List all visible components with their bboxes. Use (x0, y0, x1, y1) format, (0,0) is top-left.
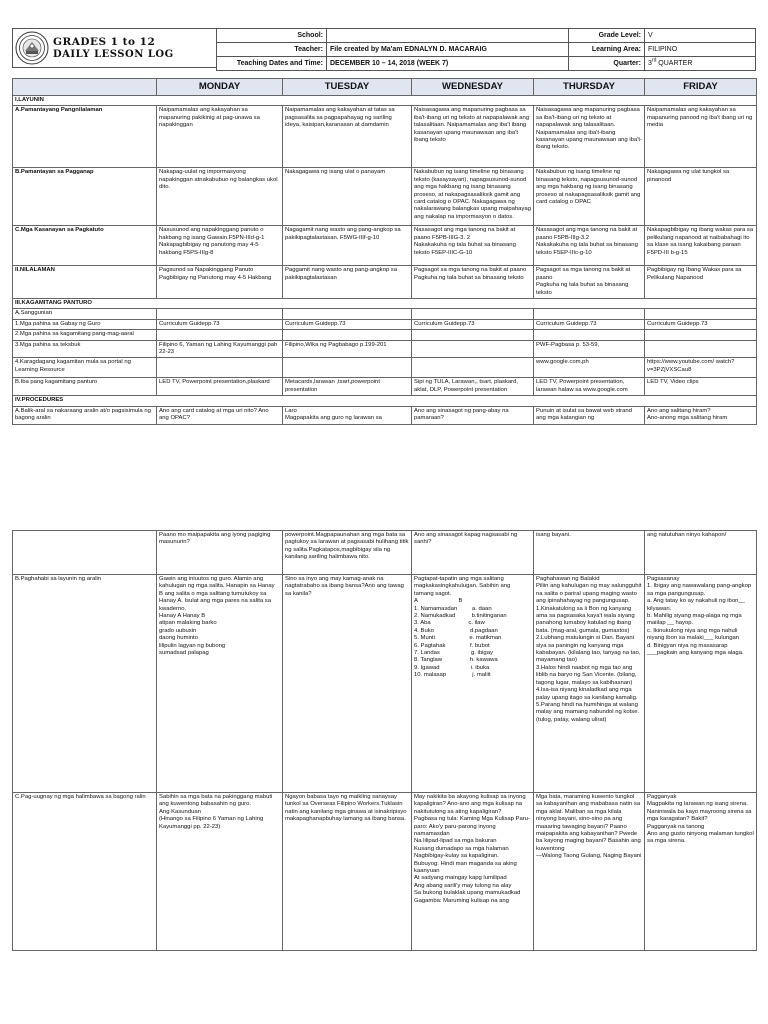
cell-tuesday: Sino sa inyo ang may kamag-anak na nagtatrabaho sa ibang bansa?Ano ang tawag sa kanila? (283, 575, 412, 793)
cell-friday: Nakapagbibigay ng ibang wakas para sa pelikulang napanood at naibabahagi ito sa klase sa isang kakaibang paraan F5PD-III b-g-15 (645, 226, 757, 266)
page1-row (13, 319, 757, 329)
day-header-thursday: THURSDAY (534, 79, 645, 96)
page1-row (13, 378, 757, 396)
cell-monday: Ano ang card catalog at mga uri nito? Ano ang OPAC? (157, 406, 283, 424)
row-label: 4.Karagdagang kagamitan mula sa portal ng Learning Resource (13, 358, 157, 378)
row-label: 3.Mga pahina sa teksbuk (13, 340, 157, 358)
cell-friday: Pagganyak Magpakita ng larawan ng isang sirena. Naniniwala ba kayo mayroong sirena sa mga karagatan? Bakit? Pagganyak na tanong Ano ang gusto ninyong malaman tungkol sa mga sirena. (645, 793, 757, 951)
row-label: B.Pamantayan sa Pagganap (13, 168, 157, 226)
school-label: School: (217, 29, 327, 43)
section-heading: IV.PROCEDURES (13, 396, 757, 406)
page1-row (13, 96, 757, 106)
cell-thursday: Nakabubuo ng isang timeline ng binasang teksto, napagsusunod-sunod ang mga hakbang ng isang binasang proseso at nakapagsasaliksik gamit ang card catalog o OPAC (534, 168, 645, 226)
lesson-table-page-1 (12, 78, 757, 425)
cell-monday (157, 330, 283, 340)
teacher-value: File created by Ma'am EDNALYN D. MACARAIG (327, 43, 569, 57)
cell-friday: Pagsasanay 1. Ibigay ang nawawalang pang-angkop sa mga pangungusap. a. Ang tatay ko ay nakahuli ng ibon__ kilyawan. b. Mahilig siyang mag-alaga ng mga maiilap __ hayop. c. Ikinukulong niya ang mga nahuli niyang ibon sa malaki___ kulungan d. Binigyan niya ng masasarap ___pagkain ang kanyang mga alaga. (645, 575, 757, 793)
cell-friday: Curriculum Guidepp.73 (645, 319, 757, 329)
row-label: A.Pamantayang Pangnilalaman (13, 106, 157, 168)
page1-row (13, 106, 757, 168)
cell-monday: Gawin ang iniuutos ng guro. Alamin ang kahulugan ng mga salita. Hanapin sa Hanay B ang salita o mga salitang tumutukoy sa Hanay A. Isulat ang mga pares na salita sa kwaderno. Hanay A Hanay B atipan malaking barko grado uubusin daong huminto lilipulin lagyan ng bubong sumadsad palapag (157, 575, 283, 793)
header-brand (12, 28, 216, 68)
cell-wednesday: Naisasagawa ang mapanuring pagbasa sa iba't-ibang uri ng teksto at napapalawak ang talasalitaan. Naipamamalas ang iba't ibang kasanayan upang maunawaan ang iba't ibang teksto (412, 106, 534, 168)
page1-row (13, 396, 757, 406)
row-label: 2.Mga pahina sa kagamitang pang-mag-aaral (13, 330, 157, 340)
page1-row (13, 226, 757, 266)
cell-thursday (534, 309, 645, 319)
cell-monday: Curriculum Guidepp.73 (157, 319, 283, 329)
cell-thursday: Punuin at isulat sa bawat web strand ang mga katangian ng (534, 406, 645, 424)
cell-wednesday: Curriculum Guidepp.73 (412, 319, 534, 329)
cell-tuesday (283, 358, 412, 378)
cell-wednesday (412, 330, 534, 340)
cell-wednesday: Ano ang sinasagot ng pang-abay na pamaraan? (412, 406, 534, 424)
cell-tuesday (283, 330, 412, 340)
cell-wednesday: Pagsagot sa mga tanong na bakit at paano Pagkuha ng tala buhat sa binasang teksto (412, 266, 534, 299)
section-heading: III.KAGAMITANG PANTURO (13, 299, 757, 309)
cell-friday: Ano ang salitang hiram? Ano-anong mga salitang hiram (645, 406, 757, 424)
cell-friday (645, 330, 757, 340)
cell-wednesday (412, 358, 534, 378)
dates-value: DECEMBER 10 – 14, 2018 (WEEK 7) (327, 57, 569, 71)
cell-wednesday (412, 309, 534, 319)
cell-tuesday: Filipino,Wika ng Pagbabago p.199-201 (283, 340, 412, 358)
cell-monday: Pagsunod sa Napakinggang Panuto Pagbibigay ng Panutong may 4-5 Hakbang (157, 266, 283, 299)
cell-tuesday: powerpoint.Magpapaunahan ang mga bata sa pagtukoy sa larawan at pagsasabi hulihang titik ng salita.Pagkatapos,magbibigay sila ng kanilang sariling halimbawa nito. (283, 531, 412, 575)
cell-friday (645, 309, 757, 319)
cell-thursday: Nasasagot ang mga tanong na bakit at paano F5PB-IIIg-3.2 Nakakakuha ng tala buhat sa binasang teksto F5EP-IIIc-g-10 (534, 226, 645, 266)
page2-row (13, 793, 757, 951)
day-header-row (13, 79, 757, 96)
header-title-dll: DAILY LESSON LOG (53, 48, 174, 60)
cell-tuesday: Nakagagawa ng isang ulat o panayam (283, 168, 412, 226)
cell-tuesday: Metacards,larawan ,tsart,powerpoint presentation (283, 378, 412, 396)
cell-monday: Paano mo maipapakita ang iyong pagiging masunurin? (157, 531, 283, 575)
cell-tuesday: Naipamamalas ang kakayahan at tatas sa pagsasalita sa pagpapahayag ng sariling ideya, kaisipan,karanasan at damdamin (283, 106, 412, 168)
cell-monday (157, 358, 283, 378)
cell-friday: https://www.youtube.com/ watch?v=3PZjVXSCau8 (645, 358, 757, 378)
cell-friday: Pagbibigay ng Ibang Wakas para sa Pelikulang Napanood (645, 266, 757, 299)
cell-thursday: Curriculum Guidepp.73 (534, 319, 645, 329)
day-header-monday: MONDAY (157, 79, 283, 96)
cell-wednesday: Nasasagot ang mga tanong na bakit at paano F5PB-IIIG-3. 2 Nakakakuha ng tala buhat sa binasang teksto F5EP-IIIC-G-10 (412, 226, 534, 266)
row-label: 1.Mga pahina sa Gabay ng Guro (13, 319, 157, 329)
grade-level-label: Grade Level: (569, 29, 645, 43)
teacher-label: Teacher: (217, 43, 327, 57)
cell-monday: Nasusunod ang napakinggang panuto o hakbang ng isang Gawain.F5PN-IIId-g-1 Nakapagbibigay ng panutong may 4-5 hakbang F5PS-IIIg-8 (157, 226, 283, 266)
day-header-corner (13, 79, 157, 96)
cell-tuesday: Curriculum Guidepp.73 (283, 319, 412, 329)
cell-thursday: Naisasagawa ang mapanuring pagbasa sa iba't-ibang uri ng teksto at napapalawak ang talasalitaan. Naipamamalas ang iba't-ibang kasanayan upang maunawaan ang iba't-ibang teksto. (534, 106, 645, 168)
deped-seal-icon (15, 31, 49, 65)
cell-monday: Filipino 6, Yaman ng Lahing Kayumanggi pah 22-23 (157, 340, 283, 358)
lesson-table-page-2 (12, 530, 757, 951)
grade-level-value: V (645, 29, 756, 43)
cell-wednesday: Sipi ng TULA, Larawan,, tsart, plaskard, aklat, DLP, Powerpoint presentation (412, 378, 534, 396)
page1-row (13, 309, 757, 319)
page1-row (13, 406, 757, 424)
page2-row (13, 575, 757, 793)
cell-thursday: Pagsagot sa mga tanong na bakit at paano Pagkuha ng tala buhat sa binasang teksto (534, 266, 645, 299)
cell-friday (645, 340, 757, 358)
learning-area-value: FILIPINO (645, 43, 756, 57)
cell-monday (157, 309, 283, 319)
cell-tuesday (283, 309, 412, 319)
row-label: C.Mga Kasanayan sa Pagkatuto (13, 226, 157, 266)
day-header-wednesday: WEDNESDAY (412, 79, 534, 96)
quarter-label: Quarter: (569, 57, 645, 71)
cell-friday: LED TV, Video clips (645, 378, 757, 396)
row-label: B.Iba pang kagamitang panturo (13, 378, 157, 396)
cell-wednesday: Pagtapat-tapatin ang mga salitang magkakasingkahulugan. Sabihin ang tamang sagot. A B 1. Namamasdan a. daan 2. Namukadkad b.tinitinganan 3. Aba c. ilaw 4. Buko d.pagdaan 5. Munti e. matikman 6. Pagtahak f. bubot 7. Landas g. ibigay 8. Tanglaw h. kawawa 9. Igawad i. ibuka 10. malasap j. maliit (412, 575, 534, 793)
cell-wednesday: Nakabubuo ng isang timeline ng binasang teksto (kasaysayan), napagsusunod-sunod ang mga hakbang ng isang binasang proseso, at nakapagsasaliksik gamit ang card catalog o OPAC. Nakagagawa ng nakalarawang balangkas upang maipahayag ang nakalap na impormasyon o datos. (412, 168, 534, 226)
dates-label: Teaching Dates and Time: (217, 57, 327, 71)
row-label: C.Pag-uugnay ng mga halimbawa sa bagong ralin (13, 793, 157, 951)
day-header-tuesday: TUESDAY (283, 79, 412, 96)
day-header-friday: FRIDAY (645, 79, 757, 96)
cell-thursday: Mga bata, maraming kuwento tungkol sa kabayanihan ang mababasa natin sa mga aklat. Maliban sa mga kilala ninyong bayani, sino-sino pa ang maaaring tawaging bayani? Paano maipapakita ang kabayanihan? Pwede ba kayong maging bayani? Basahin ang kuwentong —Walong Taong Gulang, Naging Bayani (534, 793, 645, 951)
cell-thursday: www.google.com.ph (534, 358, 645, 378)
learning-area-label: Learning Area: (569, 43, 645, 57)
cell-tuesday: Laro Magpapakita ang guro ng larawan sa (283, 406, 412, 424)
page1-row (13, 358, 757, 378)
cell-wednesday: Ano ang sinasagot kapag nagsasabi ng sanhi? (412, 531, 534, 575)
header (12, 28, 756, 68)
row-label: A.Balik-aral sa nakaraang aralin at/o pagsisimula ng bagong aralin (13, 406, 157, 424)
row-label: A.Sanggunian (13, 309, 157, 319)
cell-monday: Nakapag-uulat ng impormasyong napakinggan atnakabubuo ng balangkas ukol dito. (157, 168, 283, 226)
quarter-value: 3rd QUARTER (645, 57, 756, 71)
row-label: II.NILALAMAN (13, 266, 157, 299)
section-heading: I.LAYUNIN (13, 96, 757, 106)
page1-row (13, 168, 757, 226)
lesson-log-page-1 (12, 28, 756, 425)
cell-thursday (534, 330, 645, 340)
page1-row (13, 340, 757, 358)
cell-tuesday: Paggamit nang wasto ang pang-angkop sa pakikipagtalastasan (283, 266, 412, 299)
cell-monday: LED TV, Powerpoint presentation,plaskard (157, 378, 283, 396)
cell-wednesday (412, 340, 534, 358)
cell-tuesday: Nagagamit nang wasto ang pang-angkop sa pakikipagtalastasan. F5WG-IIIf-g-10 (283, 226, 412, 266)
row-label (13, 531, 157, 575)
page2-row (13, 531, 757, 575)
header-title-grades: GRADES 1 to 12 (53, 35, 156, 48)
cell-tuesday: Ngayon babasa tayo ng maikling sanaysay tunkol sa Overseas Filipino Workers.Tuklasin natin ang kanilang mga ginawa at isinakripisyo makapaghanapbuhay lamang sa ibang bansa. (283, 793, 412, 951)
cell-thursday: PWF-Pagbasa p. 53-59, (534, 340, 645, 358)
cell-monday: Sabihin sa mga bata na pakinggang mabuti ang kuwentong babasahin ng guro. Ang Kasunduan (Hinango sa Filipino 6 Yaman ng Lahing Kayumanggi pp. 22-23) (157, 793, 283, 951)
cell-thursday: Paghahawan ng Balakid Piliin ang kahulugan ng may salungguhit na salita o pariral upang maging wasto ang ipinahahayag ng pangungusap. 1.Kinakatulong sa ii Bon ng kanyang ama sa pagsasaka kaya't wala siyang panahong lumaboy katulad ng ibang bata. (mag-aral, gumala, gumastos) 2.Lubhang matulungin si Dan. Bayani siya sa paningin ng kanyang mga kababayan. (kilalang tao, tanyag na tao, mayamang tao) 3.Halos hindi naabot ng mga tao ang liblib na baryo ng San Vicente. (bilang, tagong lugar, malayo sa kabihasnan) 4.Isa-isa niyang kinaladkad ang mga palay upang itago sa kanilang kamalig. 5.Parang hindi na humihinga at walang malay ang mamang nabundol ng kotse. (tulog, patay, walang ulirat) (534, 575, 645, 793)
cell-friday: Naipamamalas ang kakayahan sa mapanuring panood ng iba't ibang uri ng media (645, 106, 757, 168)
cell-wednesday: May nakikita ba akayong kulisap sa inyong kapaligiran? Ano-ano ang mga kulisap na nakitutulong sa ating kapaligiran? Pagbasa ng tula: Kaming Mga Kulisap Paru-paro: Ako'y paru-parong inyong namamasdan Na lilipad-lipad sa mga bakuran Kusang dumadapo sa mga halaman Nagbibigay-kulay sa kapaligiran. Bubuyog: Hindi man maganda sa aking kaanyuan At sadyang maingay kapg lumilipad Ang abang sarili'y may tulong na alay Sa bukong bulaklak upang mamukadkad Gagamba: Maruming kulisap na ang (412, 793, 534, 951)
header-info-table (216, 28, 756, 71)
school-value (327, 29, 569, 43)
page1-row (13, 330, 757, 340)
cell-friday: Nakagagawa ng ulat tungkol sa pinanood (645, 168, 757, 226)
row-label: B.Paghahabi sa layunin ng aralin (13, 575, 157, 793)
page1-row (13, 266, 757, 299)
cell-thursday: LED TV, Powerpoint presentation, larawan halaw sa www.google.com (534, 378, 645, 396)
cell-monday: Naipamamalas ang kakayahan sa mapanuring pakikinig at pag-unawa sa napakinggan (157, 106, 283, 168)
page1-row (13, 299, 757, 309)
cell-friday: ang natutuhan ninyo kahapon/ (645, 531, 757, 575)
cell-thursday: isang bayani. (534, 531, 645, 575)
